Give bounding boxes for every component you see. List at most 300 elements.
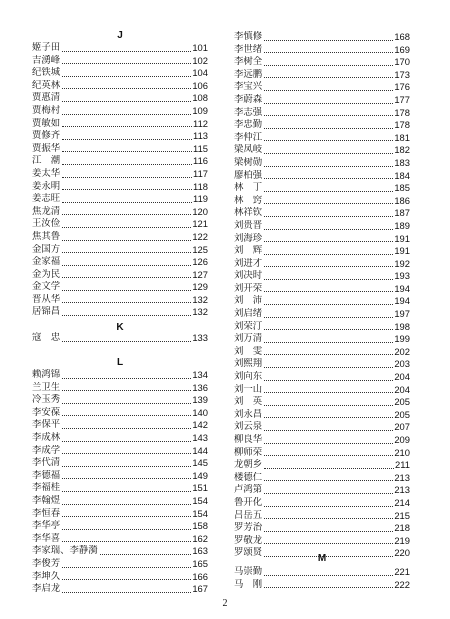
index-entry [234, 295, 410, 308]
entry-name: 李安葆 [32, 406, 61, 418]
dot-leader [62, 289, 191, 291]
entry-name: 姜永明 [32, 180, 61, 192]
entry-name: 林祥钦 [234, 207, 263, 219]
dot-leader [62, 226, 191, 228]
dot-leader [62, 402, 191, 404]
dot-leader [62, 62, 191, 64]
entry-name: 李华亭 [32, 520, 61, 532]
index-entry [234, 107, 410, 120]
dot-leader [264, 177, 393, 179]
section-l-entries-left [32, 369, 208, 596]
entry-page-number: 125 [192, 243, 208, 255]
entry-name: 李世绪 [234, 43, 263, 55]
entry-name: 贾惠清 [32, 92, 61, 104]
index-entry [32, 281, 208, 294]
entry-page-number: 144 [192, 444, 208, 456]
index-entry [234, 81, 410, 94]
dot-leader [62, 87, 191, 89]
dot-leader [264, 379, 393, 381]
dot-leader [62, 427, 191, 429]
dot-leader [62, 150, 192, 152]
entry-name: 廖柏强 [234, 169, 263, 181]
entry-name: 刘永昌 [234, 408, 263, 420]
index-entry [234, 94, 410, 107]
dot-leader [264, 492, 393, 494]
entry-page-number: 101 [192, 42, 208, 53]
index-entry [234, 31, 410, 44]
entry-page-number: 181 [394, 131, 410, 143]
entry-name: 李翰煜 [32, 494, 61, 506]
dot-leader [62, 515, 191, 517]
dot-leader [264, 341, 393, 343]
entry-name: 姜志旺 [32, 193, 61, 205]
dot-leader [264, 353, 393, 355]
dot-leader [62, 465, 191, 467]
index-entry [32, 571, 208, 584]
section-letter-m: M [317, 553, 327, 564]
index-entry [234, 220, 410, 233]
index-entry [32, 218, 208, 231]
dot-leader [264, 76, 393, 78]
dot-leader [62, 477, 191, 479]
entry-page-number: 219 [394, 534, 410, 546]
dot-leader [264, 467, 394, 469]
entry-name: 李慎修 [234, 31, 263, 42]
index-entry [32, 294, 208, 307]
section-m-entries [234, 566, 410, 591]
entry-page-number: 193 [394, 270, 410, 282]
entry-name: 金家福 [32, 256, 61, 268]
entry-name: 李保平 [32, 419, 61, 431]
index-entry [32, 545, 208, 558]
entry-name: 江 潮 [32, 155, 61, 167]
entry-name: 龙朝乡 [234, 459, 263, 471]
dot-leader [264, 505, 393, 507]
dot-leader [264, 454, 393, 456]
index-entry [234, 396, 410, 409]
entry-name: 刘熙翔 [234, 358, 263, 370]
entry-page-number: 126 [192, 256, 208, 268]
entry-page-number: 170 [394, 56, 410, 68]
entry-name: 李远鹏 [234, 68, 263, 80]
dot-leader [62, 389, 191, 391]
dot-leader [264, 278, 393, 280]
entry-page-number: 189 [394, 219, 410, 231]
entry-name: 吕岳五 [234, 509, 263, 521]
dot-leader [264, 542, 393, 544]
entry-page-number: 112 [193, 117, 208, 129]
index-entry [234, 308, 410, 321]
entry-name: 李坤久 [32, 570, 61, 582]
dot-leader [62, 188, 192, 190]
index-entry [32, 143, 208, 156]
entry-page-number: 113 [193, 130, 208, 142]
index-entry [32, 457, 208, 470]
entry-name: 居锦昌 [32, 306, 61, 318]
dot-leader [62, 125, 192, 127]
dot-leader [264, 586, 393, 588]
entry-name: 李蔚森 [234, 93, 263, 105]
entry-page-number: 108 [192, 92, 208, 104]
index-entry [32, 42, 208, 55]
entry-page-number: 151 [192, 482, 208, 494]
index-entry [234, 144, 410, 157]
entry-page-number: 218 [394, 522, 410, 534]
index-entry [234, 459, 410, 472]
entry-page-number: 104 [192, 67, 208, 79]
entry-page-number: 194 [394, 295, 410, 307]
entry-page-number: 117 [193, 167, 208, 179]
dot-leader [264, 479, 393, 481]
index-entry [234, 566, 410, 579]
entry-page-number: 115 [193, 142, 208, 154]
dot-leader [62, 490, 191, 492]
dot-leader [264, 39, 393, 41]
dot-leader [264, 265, 393, 267]
dot-leader [62, 213, 191, 215]
entry-name: 刘进才 [234, 257, 263, 269]
entry-name: 罗芳治 [234, 522, 263, 534]
entry-page-number: 143 [192, 431, 208, 443]
index-entry [234, 535, 410, 548]
entry-name: 鲁开化 [234, 496, 263, 508]
entry-page-number: 154 [192, 507, 208, 519]
dot-leader [62, 301, 191, 303]
index-entry [32, 206, 208, 219]
entry-page-number: 210 [394, 446, 410, 458]
index-entry [32, 558, 208, 571]
index-entry [234, 358, 410, 371]
index-entry [32, 583, 208, 596]
entry-name: 王汝俭 [32, 218, 61, 230]
entry-page-number: 186 [394, 194, 410, 206]
index-entry [234, 270, 410, 283]
dot-leader [62, 528, 191, 530]
entry-name: 刘 雯 [234, 345, 263, 357]
entry-name: 李家瑞、李静漪 [32, 545, 98, 557]
index-entry [234, 371, 410, 384]
index-entry [32, 244, 208, 257]
dot-leader [62, 503, 191, 505]
entry-name: 刘 沛 [234, 295, 263, 307]
entry-page-number: 134 [192, 369, 208, 380]
entry-name: 吉湧峰 [32, 54, 61, 66]
entry-page-number: 192 [394, 257, 410, 269]
dot-leader [264, 102, 393, 104]
entry-name: 林 窍 [234, 194, 263, 206]
entry-name: 马崇勤 [234, 566, 263, 577]
dot-leader [264, 429, 393, 431]
index-entry [32, 332, 208, 345]
section-letter-k: K [116, 322, 124, 333]
entry-name: 刘云泉 [234, 421, 263, 433]
index-entry [234, 579, 410, 592]
dot-leader [62, 578, 191, 580]
entry-page-number: 119 [193, 193, 208, 205]
dot-leader [62, 566, 191, 568]
entry-page-number: 209 [394, 434, 410, 445]
index-entry [234, 56, 410, 69]
dot-leader [264, 51, 393, 53]
dot-leader [264, 366, 393, 368]
dot-leader [62, 452, 191, 454]
dot-leader [62, 377, 191, 379]
entry-page-number: 194 [394, 282, 410, 294]
entry-name: 李成林 [32, 431, 61, 443]
entry-name: 李忠勤 [234, 119, 263, 131]
entry-page-number: 207 [394, 421, 410, 433]
entry-page-number: 197 [394, 308, 410, 320]
dot-leader [62, 176, 192, 178]
index-entry [32, 118, 208, 131]
index-entry [32, 482, 208, 495]
entry-name: 纪铁城 [32, 67, 61, 79]
index-entry [32, 495, 208, 508]
dot-leader [264, 517, 393, 519]
index-entry [32, 193, 208, 206]
entry-name: 赖鸿锦 [32, 369, 61, 380]
index-entry [32, 130, 208, 143]
entry-page-number: 221 [394, 566, 410, 577]
index-entry [32, 382, 208, 395]
entry-name: 姬子田 [32, 42, 61, 53]
entry-page-number: 109 [192, 104, 208, 116]
dot-leader [62, 113, 191, 115]
dot-leader [62, 163, 192, 165]
index-entry [234, 233, 410, 246]
entry-page-number: 184 [394, 169, 410, 181]
entry-page-number: 158 [192, 520, 208, 532]
entry-page-number: 222 [394, 578, 410, 590]
entry-name: 寇 忠 [32, 332, 61, 343]
entry-name: 焦龙清 [32, 205, 61, 217]
index-entry [32, 67, 208, 80]
entry-name: 柳良华 [234, 434, 263, 445]
entry-name: 刘开荣 [234, 282, 263, 294]
entry-page-number: 211 [395, 459, 410, 471]
index-entry [234, 472, 410, 485]
entry-name: 刘 英 [234, 396, 263, 408]
dot-leader [264, 530, 393, 532]
entry-name: 李志强 [234, 106, 263, 118]
entry-page-number: 132 [192, 306, 208, 318]
dot-leader [264, 416, 393, 418]
index-entry [32, 394, 208, 407]
dot-leader [264, 574, 393, 576]
entry-page-number: 165 [192, 557, 208, 569]
section-j-entries [32, 42, 208, 319]
entry-name: 焦其鲁 [32, 230, 61, 242]
dot-leader [62, 251, 191, 253]
entry-name: 李树全 [234, 56, 263, 68]
dot-leader [264, 391, 393, 393]
entry-name: 刘一山 [234, 383, 263, 395]
index-entry [234, 245, 410, 258]
entry-name: 贾振华 [32, 142, 61, 154]
index-entry [32, 155, 208, 168]
index-entry [234, 333, 410, 346]
dot-leader [62, 276, 191, 278]
entry-page-number: 145 [192, 457, 208, 469]
index-entry [234, 258, 410, 271]
dot-leader [62, 264, 191, 266]
entry-name: 刘决时 [234, 270, 263, 282]
entry-name: 李宝兴 [234, 81, 263, 93]
index-entry [234, 447, 410, 460]
index-entry [32, 369, 208, 382]
entry-page-number: 178 [394, 119, 410, 131]
index-entry [234, 510, 410, 523]
entry-name: 李代清 [32, 457, 61, 469]
dot-leader [100, 553, 192, 555]
index-entry [234, 283, 410, 296]
dot-leader [62, 340, 191, 342]
dot-leader [264, 303, 393, 305]
dot-leader [62, 540, 191, 542]
entry-page-number: 149 [192, 469, 208, 481]
dot-leader [62, 414, 191, 416]
entry-name: 刘荣汀 [234, 320, 263, 332]
entry-name: 柳师荣 [234, 446, 263, 458]
index-entry [32, 256, 208, 269]
entry-name: 纪英林 [32, 79, 61, 91]
dot-leader [264, 190, 393, 192]
entry-name: 李启龙 [32, 583, 61, 595]
entry-page-number: 191 [394, 232, 410, 244]
entry-name: 梁凤岐 [234, 144, 263, 156]
index-entry [234, 132, 410, 145]
entry-page-number: 182 [394, 144, 410, 156]
entry-page-number: 204 [394, 383, 410, 395]
dot-leader [264, 404, 393, 406]
index-entry [32, 80, 208, 93]
index-entry [32, 432, 208, 445]
index-entry [234, 69, 410, 82]
entry-name: 李德福 [32, 469, 61, 481]
entry-page-number: 187 [394, 207, 410, 219]
entry-page-number: 122 [192, 230, 208, 242]
entry-page-number: 183 [394, 156, 410, 168]
entry-page-number: 168 [394, 31, 410, 42]
entry-page-number: 116 [193, 155, 208, 167]
entry-page-number: 198 [394, 320, 410, 332]
dot-leader [62, 239, 191, 241]
entry-page-number: 220 [394, 547, 410, 559]
entry-name: 刘万清 [234, 333, 263, 345]
index-entry [32, 105, 208, 118]
entry-page-number: 127 [192, 268, 208, 280]
entry-name: 兰卫生 [32, 381, 61, 393]
entry-page-number: 129 [192, 281, 208, 293]
dot-leader [62, 100, 191, 102]
entry-page-number: 214 [394, 496, 410, 508]
index-entry [234, 346, 410, 359]
entry-page-number: 167 [192, 583, 208, 595]
entry-name: 贾修齐 [32, 130, 61, 142]
dot-leader [264, 127, 393, 129]
entry-name: 贾梅村 [32, 104, 61, 116]
dot-leader [62, 591, 191, 593]
dot-leader [62, 138, 192, 140]
dot-leader [62, 75, 191, 77]
section-l-entries-right [234, 31, 410, 560]
dot-leader [264, 228, 393, 230]
index-entry [234, 157, 410, 170]
index-entry [32, 231, 208, 244]
index-entry [32, 470, 208, 483]
index-entry [234, 44, 410, 57]
entry-name: 李恒春 [32, 507, 61, 519]
entry-page-number: 215 [394, 509, 410, 521]
index-entry [32, 508, 208, 521]
entry-name: 楼德仁 [234, 471, 263, 483]
dot-leader [264, 152, 393, 154]
entry-name: 马 刚 [234, 578, 263, 590]
index-entry [32, 92, 208, 105]
dot-leader [264, 114, 393, 116]
entry-page-number: 203 [394, 358, 410, 370]
entry-page-number: 132 [192, 293, 208, 305]
dot-leader [62, 440, 191, 442]
dot-leader [264, 165, 393, 167]
entry-name: 罗敬龙 [234, 534, 263, 546]
index-entry [234, 522, 410, 535]
index-entry [234, 182, 410, 195]
entry-name: 李华喜 [32, 532, 61, 544]
entry-name: 刘向东 [234, 371, 263, 383]
entry-page-number: 173 [394, 68, 410, 80]
entry-page-number: 166 [192, 570, 208, 582]
dot-leader [264, 215, 393, 217]
entry-page-number: 118 [193, 180, 208, 192]
dot-leader [264, 89, 393, 91]
index-entry [234, 409, 410, 422]
index-entry [234, 207, 410, 220]
section-letter-l: L [116, 357, 124, 368]
entry-page-number: 142 [192, 419, 208, 431]
section-letter-j: J [117, 30, 123, 41]
index-entry [234, 421, 410, 434]
index-entry [32, 533, 208, 546]
entry-name: 姜太华 [32, 167, 61, 179]
entry-name: 刘启绪 [234, 308, 263, 320]
entry-name: 罗颂贤 [234, 547, 263, 559]
index-entry [234, 119, 410, 132]
entry-page-number: 205 [394, 396, 410, 408]
entry-page-number: 121 [192, 218, 208, 230]
index-entry [32, 55, 208, 68]
index-entry [32, 168, 208, 181]
entry-name: 刘贵晋 [234, 219, 263, 231]
entry-name: 刘海珍 [234, 232, 263, 244]
entry-name: 金为民 [32, 268, 61, 280]
dot-leader [264, 442, 393, 444]
entry-page-number: 185 [394, 182, 410, 194]
entry-page-number: 133 [192, 332, 208, 343]
entry-page-number: 140 [192, 406, 208, 418]
dot-leader [62, 201, 192, 203]
index-entry [32, 445, 208, 458]
entry-page-number: 136 [192, 381, 208, 393]
entry-page-number: 191 [394, 245, 410, 257]
dot-leader [264, 253, 393, 255]
entry-name: 梁树勋 [234, 156, 263, 168]
entry-name: 李仲江 [234, 131, 263, 143]
index-entry [234, 484, 410, 497]
entry-page-number: 162 [192, 532, 208, 544]
entry-page-number: 213 [394, 471, 410, 483]
dot-leader [62, 314, 191, 316]
